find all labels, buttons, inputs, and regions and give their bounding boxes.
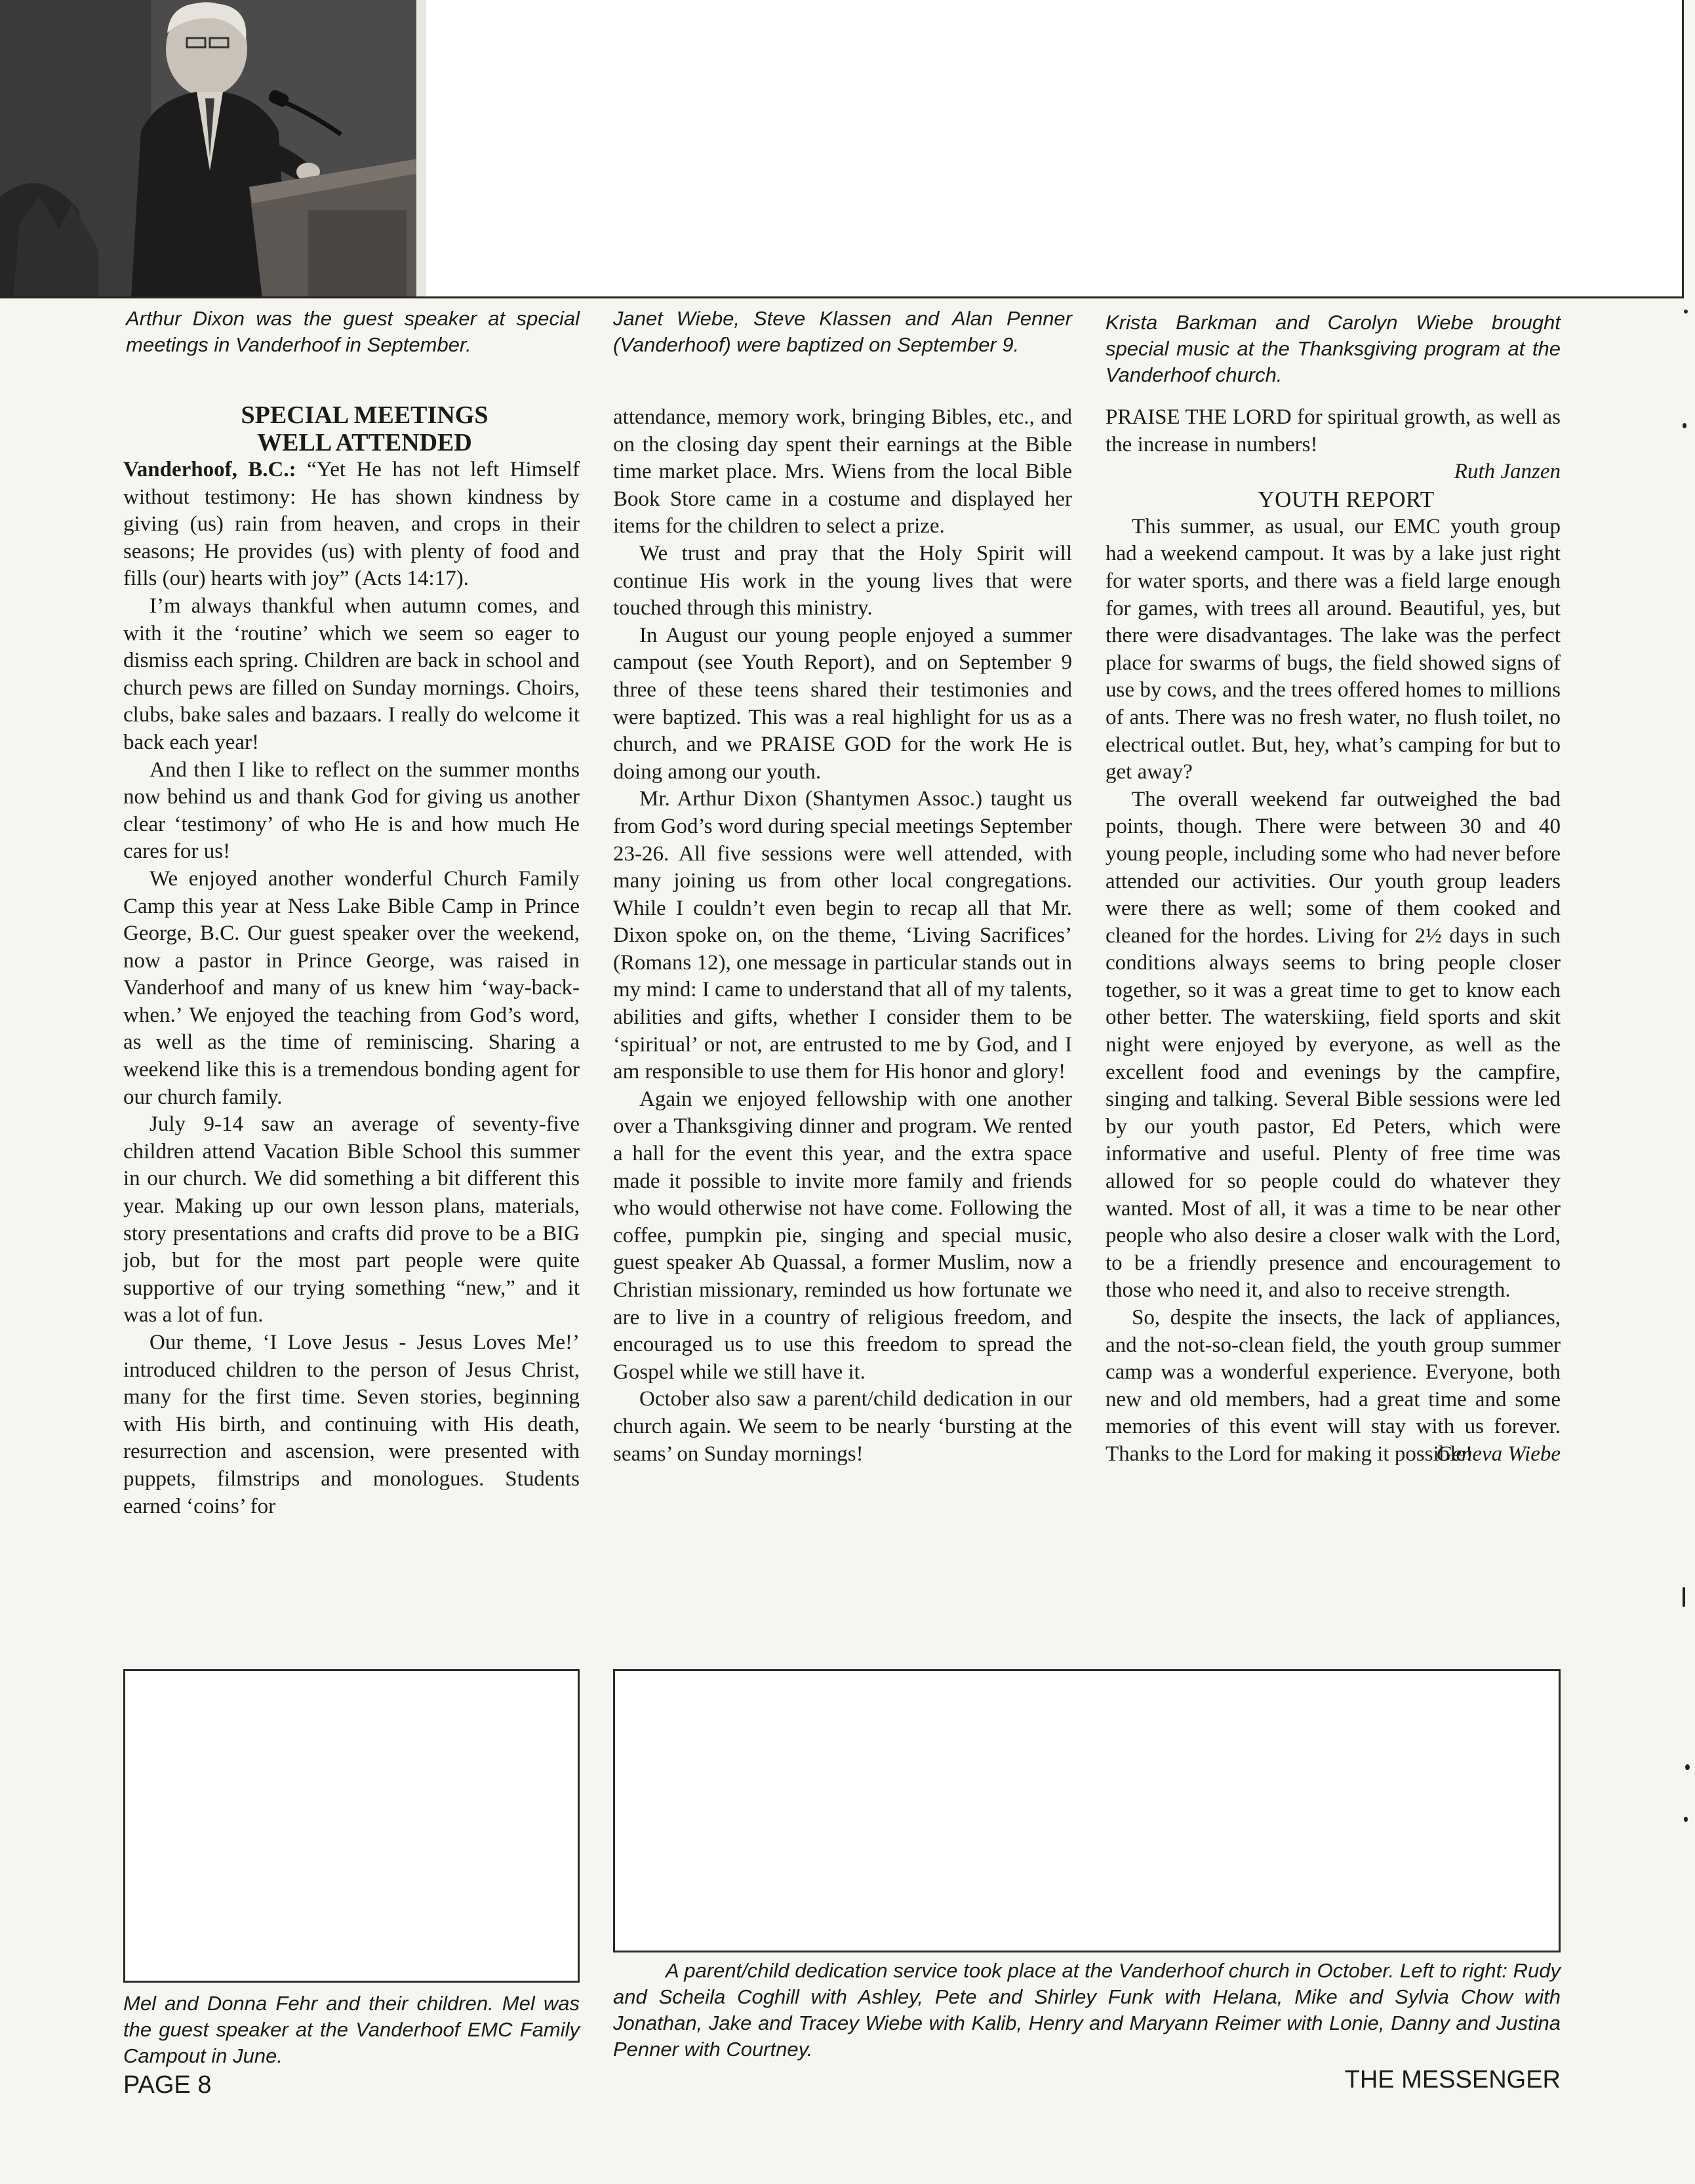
paragraph: The overall weekend far outweighed the bad points, though. There were between 30 and 40 young people, including some who had never before attended our activities. Our youth group leaders were there as well; some of them cooked and cleaned for the hordes. Living for 2½ days in such conditions always seems to bring people closer together, so it was a great time to get to know each other better. The waterskiing, field sports and skit night were enjoyed by everyone, as well as the excellent food and evenings by the campfire, singing and talking. Several Bible sessions were led by our youth pastor, Ed Peters, which were informative and useful. Plenty of free time was allowed for so people could do whatever they wanted. Most of all, it was a time to be near other people who also desire a closer walk with the Lord, to be a friendly presence and encouragement to those who need it, and also to receive strength. — [1106, 787, 1561, 1303]
photo-fehr-family — [123, 1669, 580, 1983]
photo-bottom-rule — [0, 296, 1684, 298]
scan-speck — [1683, 1587, 1685, 1607]
caption-arthur-dixon: Arthur Dixon was the guest speaker at special meetings in Vanderhoof in September. — [126, 307, 580, 356]
caption-baptized: Janet Wiebe, Steve Klassen and Alan Penner (Vanderhoof) were baptized on September 9. — [613, 307, 1072, 356]
paragraph: So, despite the insects, the lack of appliances, and the not-so-clean field, the youth group summer camp was a wonderful experience. Everyone, both new and old members, had a great time and some memories of this event will stay with us forever. Thanks to the Lord for making it possible! — [1106, 1306, 1561, 1466]
paragraph: Again we enjoyed fellowship with one another over a Thanksgiving dinner and program. We rented a hall for the event this year, and the extra space made it possible to invite more family and friends who would otherwise not have come. Following the coffee, pumpkin pie, singing and special music, guest speaker Ab Quassal, a former Muslim, now a Christian missionary, reminded us how fortunate we are to live in a country of religious freedom, and encouraged us to use this freedom to spread the Gospel while we still have it. — [613, 1087, 1072, 1384]
paragraph: We enjoyed another wonderful Church Family Camp this year at Ness Lake Bible Camp in Prince George, B.C. Our guest speaker over the weekend, now a pastor in Prince George, was raised in Vanderhoof and many of us knew him ‘way-back-when.’ We enjoyed the teaching from God’s word, as well as the time of reminiscing. Sharing a weekend like this is a tremendous bonding agent for our church family. — [123, 866, 580, 1109]
photo-frame-top-right — [426, 0, 1684, 298]
paragraph: This summer, as usual, our EMC youth group had a weekend campout. It was by a lake just right for water sports, and there was a field large enough for games, with trees all around. Beautiful, yes, but there were disadvantages. The lake was the perfect place for swarms of bugs, the field showed signs of use by cows, and the trees offered homes to millions of ants. There was no fresh water, no flush toilet, no electrical outlet. But, hey, what’s camping for but to get away? — [1106, 514, 1561, 784]
caption-fehr-family: Mel and Donna Fehr and their children. Mel was the guest speaker at the Vanderhoof EMC Family Campout in June. — [123, 1992, 580, 2067]
caption-dedication: A parent/child dedication service took place at the Vanderhoof church in October. Left to right: Rudy and Scheila Coghill with Ashley, Pete and Shirley Funk with Helana, Mike and Sylvia Chow with Jonathan, Jake and Tracey Wiebe with Kalib, Henry and Maryann Reimer with Lonie, Danny and Justina Penner with Courtney. — [613, 1959, 1561, 2061]
headline-line-1: SPECIAL MEETINGS — [241, 401, 489, 429]
byline-ruth-janzen: Ruth Janzen — [1454, 460, 1561, 484]
section-title-youth-report: YOUTH REPORT — [1258, 486, 1435, 512]
scan-speck — [1684, 1817, 1688, 1822]
photo-dedication-service — [613, 1669, 1561, 1952]
scan-speck — [1684, 310, 1688, 313]
speaker-illustration — [0, 0, 426, 298]
headline-line-2: WELL ATTENDED — [257, 429, 472, 456]
paragraph: We trust and pray that the Holy Spirit will continue His work in the young lives that were touched through this ministry. — [613, 541, 1072, 620]
paragraph: In August our young people enjoyed a summer campout (see Youth Report), and on September 9 three of these teens shared their testimonies and were baptized. This was a real highlight for us as a church, and we PRAISE GOD for the work He is doing among our youth. — [613, 623, 1072, 784]
article-column-2 — [613, 404, 1072, 1468]
photo-arthur-dixon — [0, 0, 426, 298]
paragraph: July 9-14 saw an average of seventy-five children attend Vacation Bible School this summer in our church. We did something a bit different this year. Making up our own lesson plans, materials, story presentations and crafts did prove to be a BIG job, but for the most part people were quite supportive of our trying something “new,” and it was a lot of fun. — [123, 1112, 580, 1327]
paragraph: Our theme, ‘I Love Jesus - Jesus Loves Me!’ introduced children to the person of Jesus Christ, many for the first time. Seven stories, beginning with His birth, and continuing with His death, resurrection and ascension, were presented with puppets, filmstrips and monologues. Students earned ‘coins’ for — [123, 1331, 580, 1518]
byline-geneva-wiebe: Geneva Wiebe — [1436, 1442, 1561, 1466]
caption-special-music: Krista Barkman and Carolyn Wiebe brought special music at the Thanksgiving program at the Vanderhoof church. — [1106, 311, 1561, 386]
dateline: Vanderhoof, B.C.: — [123, 458, 296, 481]
paragraph: October also saw a parent/child dedication in our church again. We seem to be nearly ‘bursting at the seams’ on Sunday mornings! — [613, 1387, 1072, 1466]
paragraph: I’m always thankful when autumn comes, and with it the ‘routine’ which we seem so eager to dismiss each spring. Children are back in school and church pews are filled on Sunday mornings. Choirs, clubs, bake sales and bazaars. I really do welcome it back each year! — [123, 594, 580, 754]
paragraph: Mr. Arthur Dixon (Shantymen Assoc.) taught us from God’s word during special meetings September 23-26. All five sessions were well attended, with many joining us from other local congregations. While I couldn’t even begin to recap all that Mr. Dixon spoke on, on the theme, ‘Living Sacrifices’ (Romans 12), one message in particular stands out in my mind: I came to understand that all of my talents, abilities and gifts, whether I consider them to be ‘spiritual’ or not, are entrusted to me by God, and I am responsible to use them for His honor and glory! — [613, 787, 1072, 1084]
paragraph-text: “Yet He has not left Himself without testimony: He has shown kindness by giving (us) rain from heaven, and crops in their seasons; He provides (us) with plenty of food and fills (our) hearts with joy” (Acts 14:17). — [123, 458, 580, 591]
paragraph: PRAISE THE LORD for spiritual growth, as well as the increase in numbers! — [1106, 405, 1561, 456]
paragraph — [123, 456, 580, 593]
scan-speck — [1685, 1764, 1690, 1770]
paragraph: And then I like to reflect on the summer months now behind us and thank God for giving us another clear ‘testimony’ of who He is and how much He cares for us! — [123, 758, 580, 864]
article-column-1 — [123, 401, 580, 1520]
article-column-3 — [1106, 404, 1561, 1468]
page-number: PAGE 8 — [123, 2071, 212, 2099]
publication-name: THE MESSENGER — [1344, 2066, 1561, 2093]
scan-speck — [1683, 423, 1686, 428]
paragraph: attendance, memory work, bringing Bibles, etc., and on the closing day spent their earnings at the Bible time market place. Mrs. Wiens from the local Bible Book Store came in a costume and displayed her items for the children to select a prize. — [613, 405, 1072, 538]
